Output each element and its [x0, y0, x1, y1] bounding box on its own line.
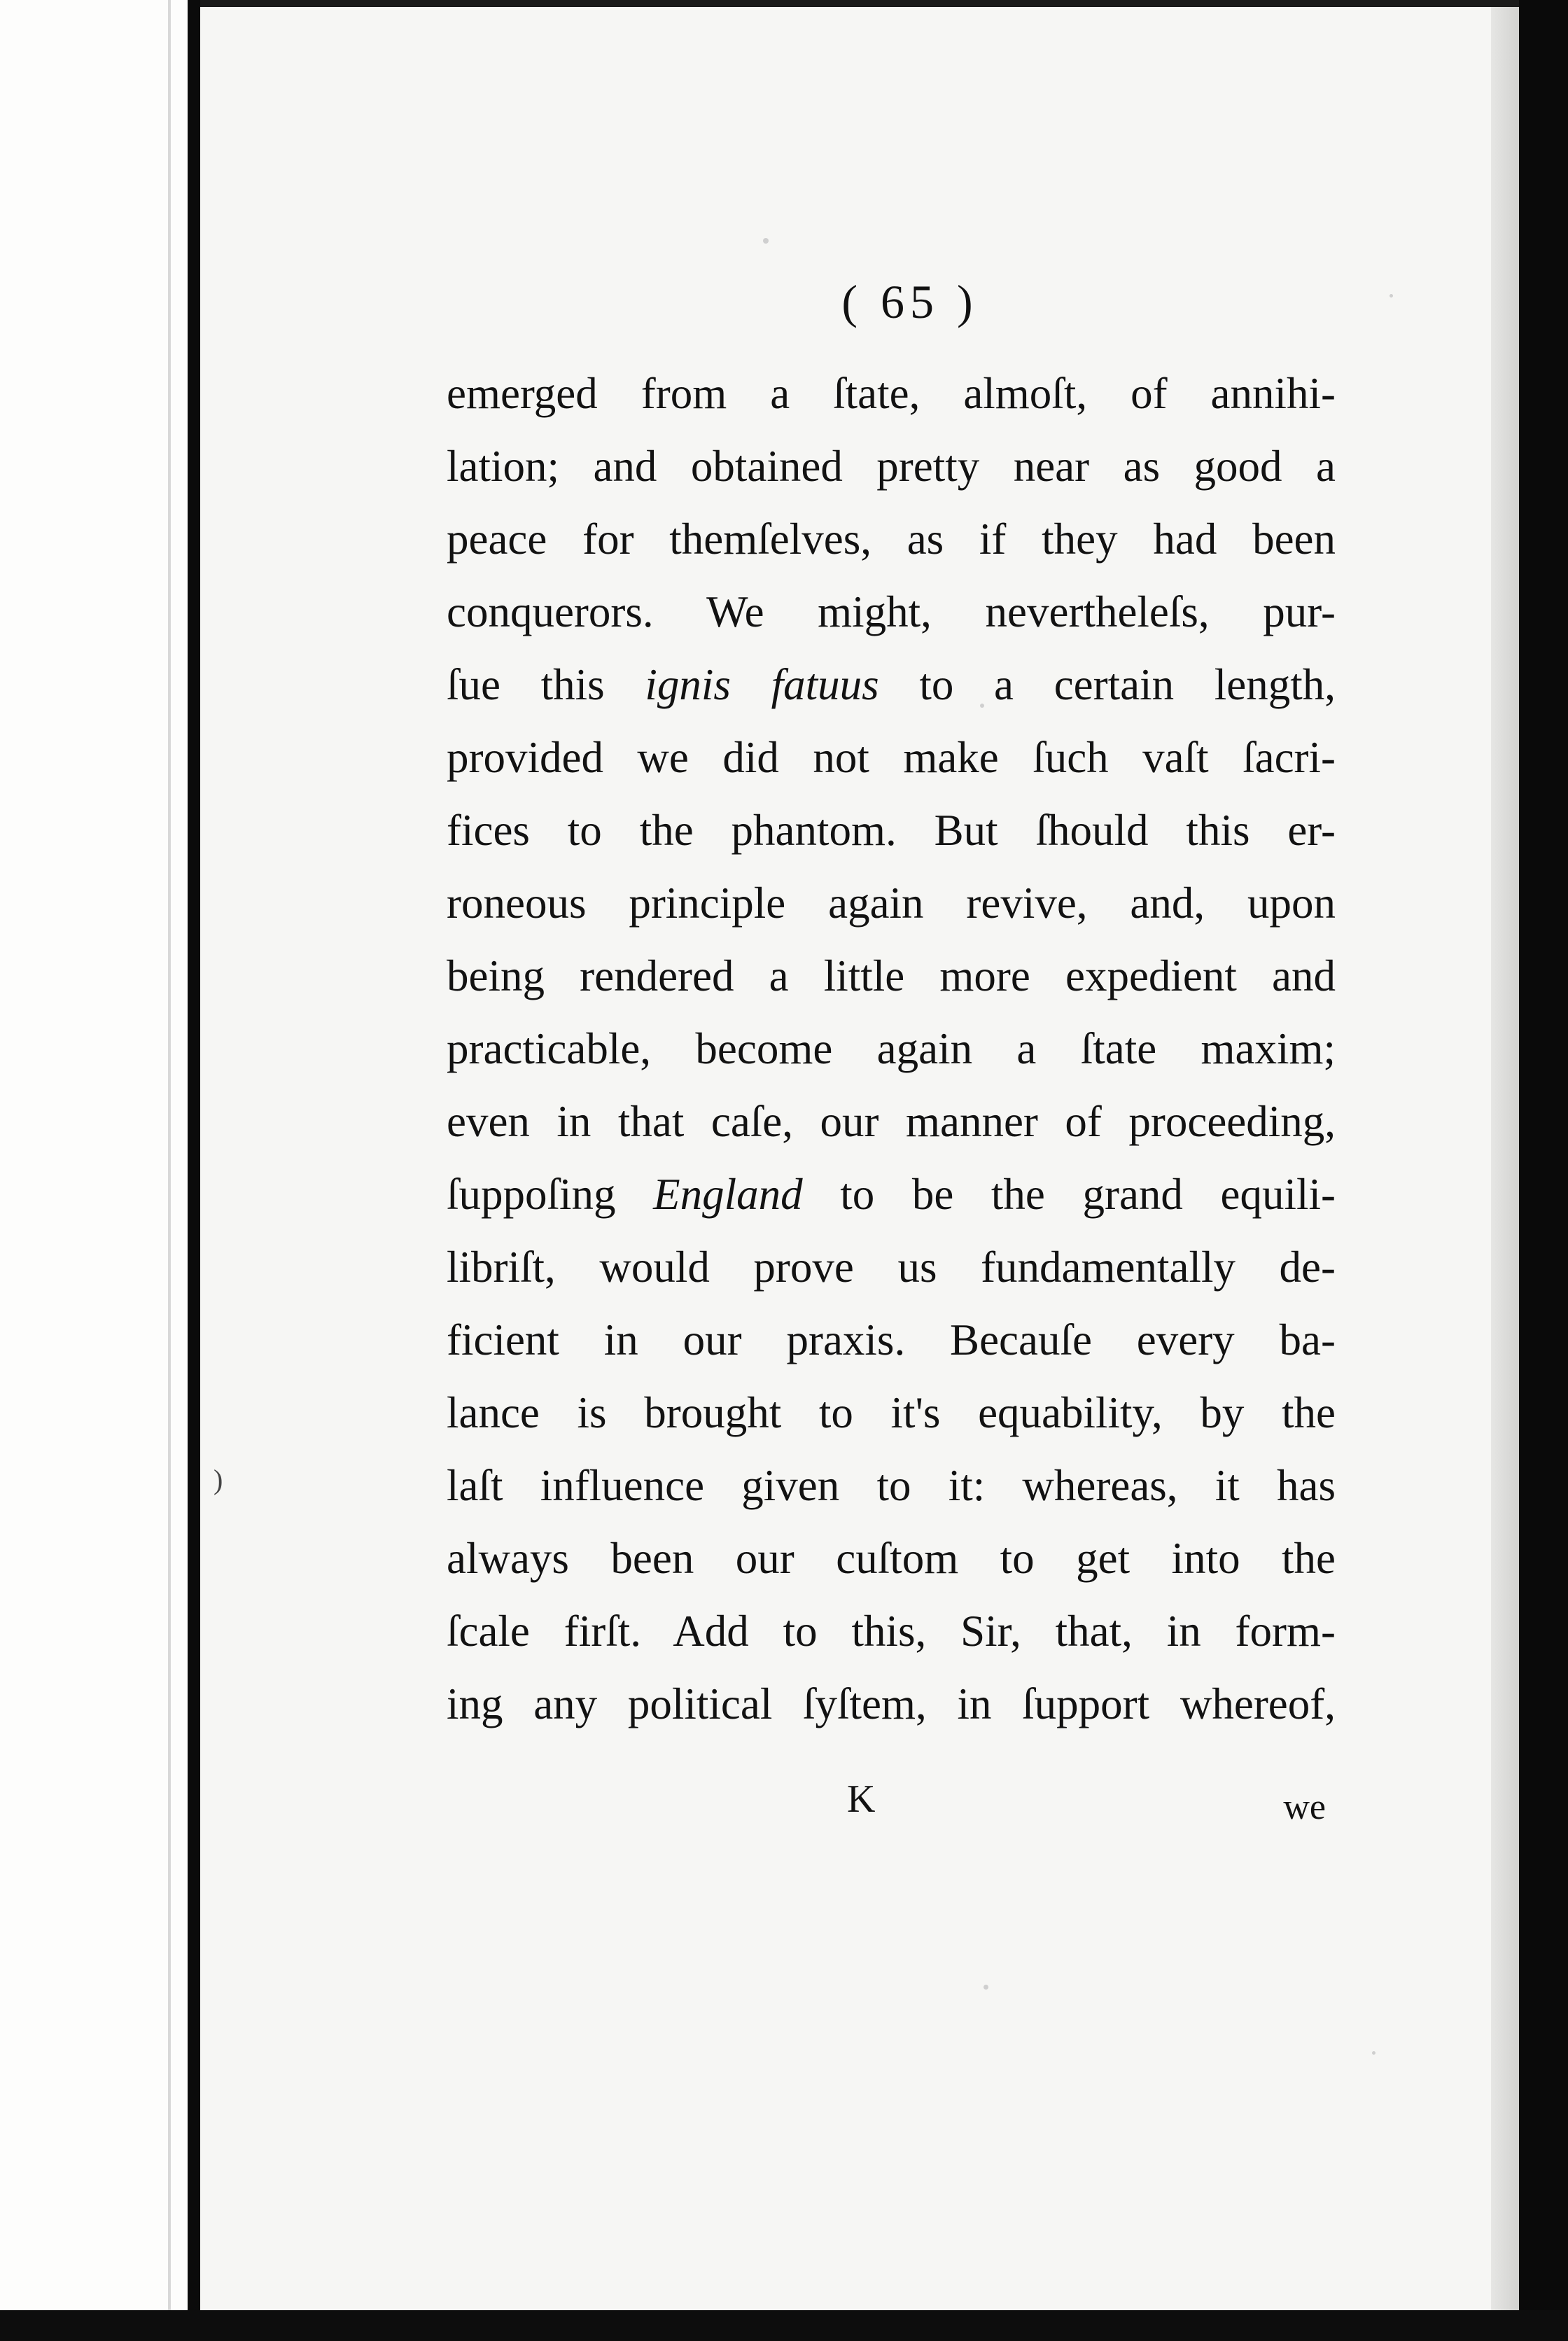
margin-mark: ) — [214, 1464, 223, 1495]
page-number: ( 65 ) — [841, 275, 979, 328]
text-line — [447, 1668, 1336, 1740]
italic-phrase: ignis fatuus — [645, 660, 879, 709]
text-line — [447, 1376, 1336, 1449]
text-segment: ſcale firſt. Add to this, Sir, that, in form- — [447, 1607, 1336, 1656]
text-segment: to be the grand equili- — [802, 1170, 1336, 1219]
italic-phrase: England — [653, 1170, 803, 1219]
text-line — [447, 648, 1336, 721]
text-line — [447, 430, 1336, 503]
text-line — [447, 575, 1336, 648]
text-line — [447, 1012, 1336, 1085]
page-fore-edge — [1491, 0, 1519, 2341]
text-segment: ficient in our praxis. Becauſe every ba- — [447, 1315, 1336, 1364]
facing-leaf-edge — [168, 0, 171, 2341]
text-segment: ſuppoſing — [447, 1170, 654, 1219]
text-segment: fices to the phantom. But ſhould this er- — [447, 806, 1336, 855]
text-line — [447, 939, 1336, 1012]
facing-blank-leaf — [0, 0, 188, 2341]
text-segment: being rendered a little more expedient and — [447, 951, 1336, 1000]
paper-speck — [763, 238, 769, 244]
text-segment: lance is brought to it's equability, by the — [447, 1388, 1336, 1437]
text-segment: practicable, become again a ſtate maxim; — [447, 1024, 1336, 1073]
text-segment: ſue this — [447, 660, 645, 709]
text-segment: roneous principle again revive, and, upon — [447, 879, 1336, 928]
body-text — [447, 357, 1336, 1740]
text-line — [447, 1522, 1336, 1595]
text-segment: libriſt, would prove us fundamentally de- — [447, 1243, 1336, 1292]
text-segment: emerged from a ſtate, almoſt, of annihi- — [447, 369, 1336, 418]
paper-speck — [983, 1985, 988, 1990]
gutter-shadow — [188, 0, 200, 2341]
scan-border-right — [1519, 0, 1568, 2341]
catchword: we — [1283, 1787, 1326, 1827]
text-segment: always been our cuſtom to get into the — [447, 1534, 1336, 1583]
page-footer — [447, 1764, 1336, 1834]
signature-mark: K — [847, 1777, 876, 1821]
text-segment: even in that caſe, our manner of proceeding, — [447, 1097, 1336, 1146]
scan-border-top — [200, 0, 1519, 7]
paper-speck — [1390, 294, 1393, 298]
scan-border-bottom — [0, 2310, 1568, 2341]
text-segment: provided we did not make ſuch vaſt ſacri- — [447, 733, 1336, 782]
paper-speck — [1372, 2051, 1376, 2055]
text-line — [447, 1231, 1336, 1304]
text-segment: conquerors. We might, nevertheleſs, pur- — [447, 587, 1336, 636]
text-line — [447, 794, 1336, 867]
text-line — [447, 867, 1336, 939]
text-line — [447, 1304, 1336, 1376]
text-segment: laſt influence given to it: whereas, it has — [447, 1461, 1336, 1510]
text-segment: peace for themſelves, as if they had been — [447, 515, 1336, 564]
text-segment: lation; and obtained pretty near as good a — [447, 442, 1336, 491]
text-line — [447, 721, 1336, 794]
text-line — [447, 1158, 1336, 1231]
text-line — [447, 503, 1336, 575]
text-line — [447, 1085, 1336, 1158]
text-line — [447, 1449, 1336, 1522]
text-line — [447, 357, 1336, 430]
text-segment: ing any political ſyſtem, in ſupport whereof, — [447, 1679, 1336, 1728]
text-segment: to a certain length, — [878, 660, 1336, 709]
text-line — [447, 1595, 1336, 1668]
